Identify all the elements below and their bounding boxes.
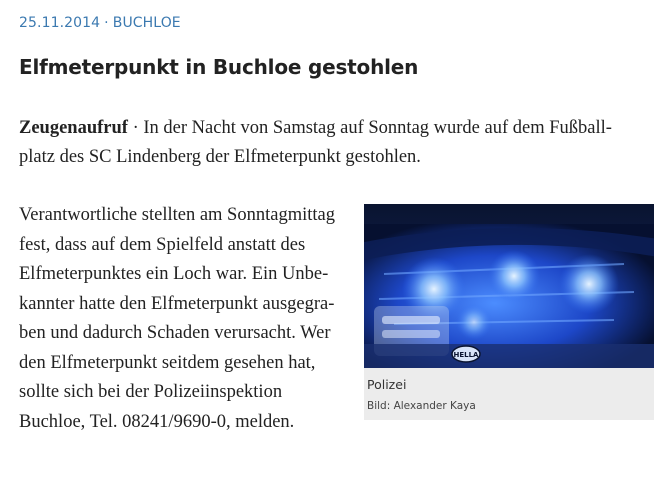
photo-logo: HELLA [453, 351, 479, 359]
article-figure [364, 204, 654, 420]
body-line: Buchloe, Tel. 08241/9690-0, melden. [19, 411, 295, 432]
article-location[interactable]: BUCHLOE [112, 15, 181, 31]
police-light-photo[interactable] [364, 204, 654, 368]
article-meta [19, 15, 181, 31]
lead-separator: · [132, 118, 139, 138]
lead-kicker: Zeugenaufruf [19, 118, 128, 138]
body-line: kannter hatte den Elfmeterpunkt ausgegra- [19, 293, 335, 314]
figure-caption: Polizei [367, 377, 407, 392]
article-body [19, 201, 364, 437]
body-line: sollte sich bei der Polizeiinspektion [19, 382, 283, 402]
article-lead [19, 114, 644, 172]
meta-separator: · [104, 15, 109, 31]
body-line: fest, dass auf dem Spielfeld anstatt des [19, 234, 306, 255]
lead-text: In der Nacht von Samstag auf Sonntag wurde auf dem Fußball-platz des SC Lindenberg der Elfmeterpunkt gestohlen. [19, 118, 612, 167]
article-title: Elfmeterpunkt in Buchloe gestohlen [19, 55, 419, 79]
body-line: den Elfmeterpunkt seitdem gesehen hat, [19, 352, 316, 373]
article-date: 25.11.2014 [19, 15, 101, 31]
body-line: Elfmeterpunktes ein Loch war. Ein Unbe- [19, 264, 329, 284]
body-line: Verantwortliche stellten am Sonntagmittag [19, 205, 335, 225]
body-line: ben und dadurch Schaden verursacht. Wer [19, 323, 331, 343]
figure-credit: Bild: Alexander Kaya [367, 400, 476, 412]
